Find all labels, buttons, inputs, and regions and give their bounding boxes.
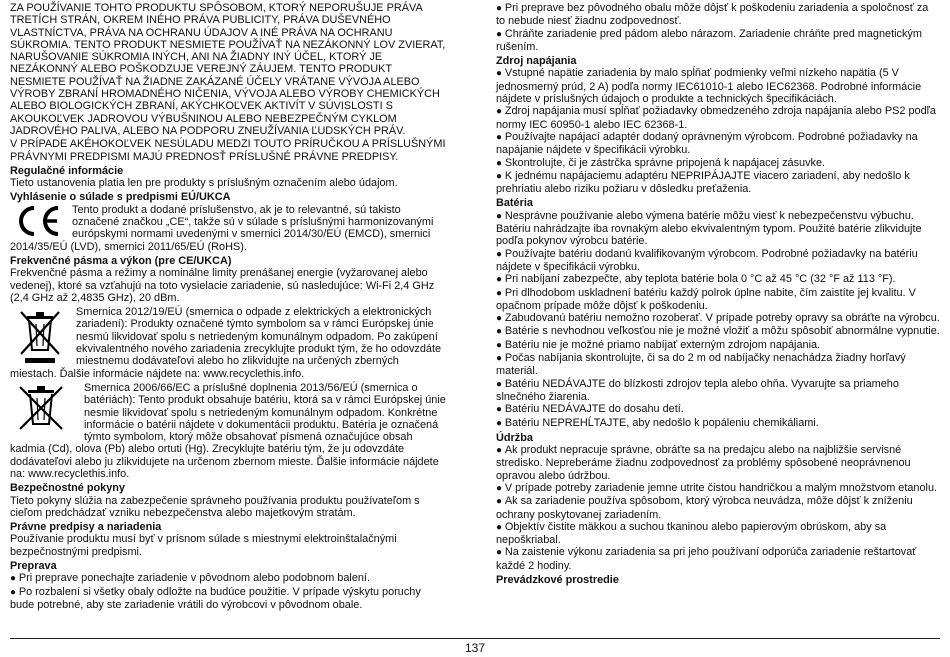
footer-divider bbox=[10, 638, 940, 639]
list-item: ● Na zaistenie výkonu zariadenia sa pri jeho používaní odporúča zariadenie reštartovať každé 2 hodiny. bbox=[496, 546, 940, 572]
section-heading: Bezpečnostné pokyny bbox=[10, 482, 125, 495]
list-item: ● Nesprávne používanie alebo výmena batérie môžu viesť k nebezpečenstvu výbuchu. Batériu nahrádzajte iba rovnakým alebo ekvivalentným typom. Použité batérie zlikvidujte podľa pokynov výrobcu batérie. bbox=[496, 210, 940, 248]
list-item: ● K jednému napájaciemu adaptéru NEPRIPÁJAJTE viacero zariadení, aby nedošlo k prehriatiu alebo riziku požiaru v dôsledku preťaženia. bbox=[496, 170, 940, 196]
list-item: ● Batérie s nevhodnou veľkosťou nie je možné vložiť a môžu spôsobiť abnormálne vypnutie. bbox=[496, 325, 940, 338]
list-item: ● V prípade potreby zariadenie jemne utrite čistou handričkou a malým množstvom etanolu. bbox=[496, 482, 940, 495]
section-heading: Právne predpisy a nariadenia bbox=[10, 521, 162, 534]
list-item: ● Počas nabíjania skontrolujte, či sa do 2 m od nabíjačky nenachádza žiadny horľavý materiál. bbox=[496, 352, 940, 378]
list-item: ● Objektív čistite mäkkou a suchou tkaninou alebo papierovým obrúskom, aby sa nepoškriabal. bbox=[496, 521, 940, 547]
paragraph: Smernica 2012/19/EÚ (smernica o odpade z elektrických a elektronických zariadení): Produkty označené týmto symbolom sa v rámci Európskej únie nesmú likvidovať spolu s netriedeným komunálnym odpadom. Po zakúpení ekvivalentného nového zariadenia zrecyklujte produkt tým, že ho odovzdáte miestnemu dodávateľovi alebo ho zlikvidujte na určených zberných miestach. Ďalšie informácie nájdete na: www.recyclethis.info. bbox=[10, 306, 442, 380]
list-item: ● Zabudovanú batériu nemožno rozoberať. V prípade potreby opravy sa obráťte na výrobcu. bbox=[496, 312, 940, 325]
list-item: ● Pri preprave ponechajte zariadenie v pôvodnom alebo podobnom balení. bbox=[10, 572, 446, 585]
paragraph: Tieto pokyny slúžia na zabezpečenie správneho používania produktu používateľom s cieľom predchádzať vzniku nebezpečenstva alebo majetkovým stratám. bbox=[10, 494, 420, 519]
ce-block bbox=[10, 204, 446, 253]
section-heading: Frekvenčné pásma a výkon (pre CE/UKCA) bbox=[10, 254, 232, 267]
list-item: ● Pri preprave bez pôvodného obalu môže dôjsť k poškodeniu zariadenia a spoločnosť za to nebude niesť žiadnu zodpovednosť. bbox=[496, 2, 940, 28]
section-heading: Prevádzkové prostredie bbox=[496, 574, 619, 587]
crossed-bin-icon bbox=[18, 308, 62, 364]
list-item: ● Batériu NEDÁVAJTE do dosahu detí. bbox=[496, 403, 940, 416]
section-heading: Preprava bbox=[10, 560, 57, 573]
list-item: ● Batériu NEPREHĹTAJTE, aby nedošlo k popáleniu chemikáliami. bbox=[496, 417, 940, 430]
list-item: ● Pri nabíjaní zabezpečte, aby teplota batérie bola 0 °C až 45 °C (32 °F až 113 °F). bbox=[496, 273, 940, 286]
section-heading: Batéria bbox=[496, 197, 533, 210]
legal-caps-paragraph: V PRÍPADE AKÉHOKOĽVEK NESÚLADU MEDZI TOUTO PRÍRUČKOU A PRÍSLUŠNÝMI PRÁVNYMI PREDPISMI MAJÚ PREDNOSŤ PRÍSLUŠNÉ PRÁVNE PREDPISY. bbox=[10, 138, 446, 163]
list-item: ● Používajte napájací adaptér dodaný oprávneným výrobcom. Podrobné požiadavky na napájanie nájdete v špecifikácii výrobku. bbox=[496, 131, 940, 157]
paragraph: Tieto ustanovenia platia len pre produkty s príslušným označením alebo údajom. bbox=[10, 177, 398, 190]
paragraph: Používanie produktu musí byť v prísnom súlade s miestnymi elektroinštalačnými bezpečnostnými predpismi. bbox=[10, 533, 397, 558]
section-heading: Vyhlásenie o súlade s predpismi EÚ/UKCA bbox=[10, 191, 231, 204]
list-item: ● Vstupné napätie zariadenia by malo spĺňať podmienky veľmi nízkeho napätia (5 V jednosmerný prúd, 2 A) podľa normy IEC61010-1 alebo IEC62368. Podrobné informácie nájdete v príslušných údajoch o produkte a technických špecifikáciách. bbox=[496, 67, 940, 105]
section-heading: Regulačné informácie bbox=[10, 164, 124, 177]
right-column bbox=[496, 2, 940, 586]
list-item: ● Ak produkt nepracuje správne, obráťte sa na predajcu alebo na najbližšie servisné stredisko. Nepreberáme žiadnu zodpovednosť za problémy spôsobené neoprávnenou opravou alebo údržbou. bbox=[496, 444, 940, 482]
paragraph: Tento produkt a dodané príslušenstvo, ak je to relevantné, sú takisto označené značkou „CE“, takže sú v súlade s príslušnými harmonizovanými európskymi normami uvedenými v smernici 2014/30/EÚ (EMCD), smernici 2014/35/EÚ (LVD), smernici 2011/65/EÚ (RoHS). bbox=[10, 203, 434, 253]
list-item: ● Ak sa zariadenie používa spôsobom, ktorý výrobca neuvádza, môže dôjsť k zníženiu ochrany poskytovanej zariadením. bbox=[496, 495, 940, 521]
section-heading: Údržba bbox=[496, 431, 533, 444]
list-item: ● Batériu NEDÁVAJTE do blízkosti zdrojov tepla alebo ohňa. Vyvarujte sa priameho slnečného žiarenia. bbox=[496, 378, 940, 404]
ce-mark-icon bbox=[12, 204, 64, 238]
list-item: ● Chráňte zariadenie pred pádom alebo nárazom. Zariadenie chráňte pred magnetickým rušením. bbox=[496, 28, 940, 54]
weee-block bbox=[10, 306, 446, 380]
crossed-bin-battery-icon bbox=[16, 384, 68, 432]
left-column bbox=[10, 2, 446, 611]
list-item: ● Skontrolujte, či je zástrčka správne pripojená k napájacej zásuvke. bbox=[496, 157, 940, 170]
list-item: ● Po rozbalení si všetky obaly odložte na budúce použitie. V prípade výskytu poruchy bude potrebné, aby ste zariadenie vrátili do výrobcovi v pôvodnom obale. bbox=[10, 586, 446, 612]
paragraph: Smernica 2006/66/EC a príslušné doplnenia 2013/56/EÚ (smernica o batériách): Tento produkt obsahuje batériu, ktorá sa v rámci Európskej únie nesmie likvidovať spolu s netriedeným komunálnym odpadom. Konkrétne informácie o batérii nájdete v dokumentácii produktu. Batéria je označená týmto symbolom, ktorý môže obsahovať písmená označujúce obsah kadmia (Cd), olova (Pb) alebo ortuti (Hg). Zrecyklujte batériu tým, že ju odovzdáte dodávateľovi alebo ju zlikvidujete na určenom zbernom mieste. Ďalšie informácie nájdete na: www.recyclethis.info. bbox=[10, 381, 446, 480]
page-number: 137 bbox=[464, 641, 486, 655]
list-item: ● Zdroj napájania musí spĺňať požiadavky obmedzeného zdroja napájania alebo PS2 podľa normy IEC 60950-1 alebo IEC 62368-1. bbox=[496, 105, 940, 131]
list-item: ● Pri dlhodobom uskladnení batériu každý polrok úplne nabite, čím zaistíte jej kvalitu. V opačnom prípade môže dôjsť k poškodeniu. bbox=[496, 287, 940, 313]
battery-directive-block bbox=[10, 382, 446, 480]
section-heading: Zdroj napájania bbox=[496, 55, 577, 68]
list-item: ● Používajte batériu dodanú kvalifikovaným výrobcom. Podrobné požiadavky na batériu nájdete v špecifikácii výrobku. bbox=[496, 248, 940, 274]
paragraph: Frekvenčné pásma a režimy a nominálne limity prenášanej energie (vyžarovanej alebo vedenej), ktoré sa vzťahujú na toto vysielacie zariadenie, sú nasledujúce: Wi-Fi 2,4 GHz (2,4 GHz až 2,4835 GHz), 20 dBm. bbox=[10, 267, 435, 304]
list-item: ● Batériu nie je možné priamo nabíjať externým zdrojom napájania. bbox=[496, 339, 940, 352]
legal-caps-paragraph: ZA POUŽÍVANIE TOHTO PRODUKTU SPÔSOBOM, KTORÝ NEPORUŠUJE PRÁVA TRETÍCH STRÁN, OKREM INÉHO PRÁVA PUBLICITY, PRÁVA DUŠEVNÉHO VLASTNÍCTVA, PRÁVA NA OCHRANU ÚDAJOV A INÉ PRÁVA NA OCHRANU SÚKROMIA. TENTO PRODUKT NESMIETE POUŽÍVAŤ NA NEZÁKONNÝ LOV ZVIERAT, NARUŠOVANIE SÚKROMIA INÝCH, ANI NA ŽIADNY INÝ ÚČEL, KTORÝ JE NEZÁKONNÝ ALEBO POŠKODZUJE VEREJNÝ ZÁUJEM. TENTO PRODUKT NESMIETE POUŽÍVAŤ NA ŽIADNE ZAKÁZANÉ ÚČELY VRÁTANE VÝVOJA ALEBO VÝROBY ZBRANÍ HROMADNÉHO NIČENIA, VÝVOJA ALEBO VÝROBY CHEMICKÝCH ALEBO BIOLOGICKÝCH ZBRANÍ, AKÝCHKOĽVEK AKTIVÍT V SÚVISLOSTI S AKOUKOĽVEK JADROVOU VÝBUŠNINOU ALEBO NEBEZPEČNÝM CYKLOM JADROVÉHO PALIVA, ALEBO NA PODPORU ZNEUŽÍVANIA ĽUDSKÝCH PRÁV. bbox=[10, 2, 446, 137]
